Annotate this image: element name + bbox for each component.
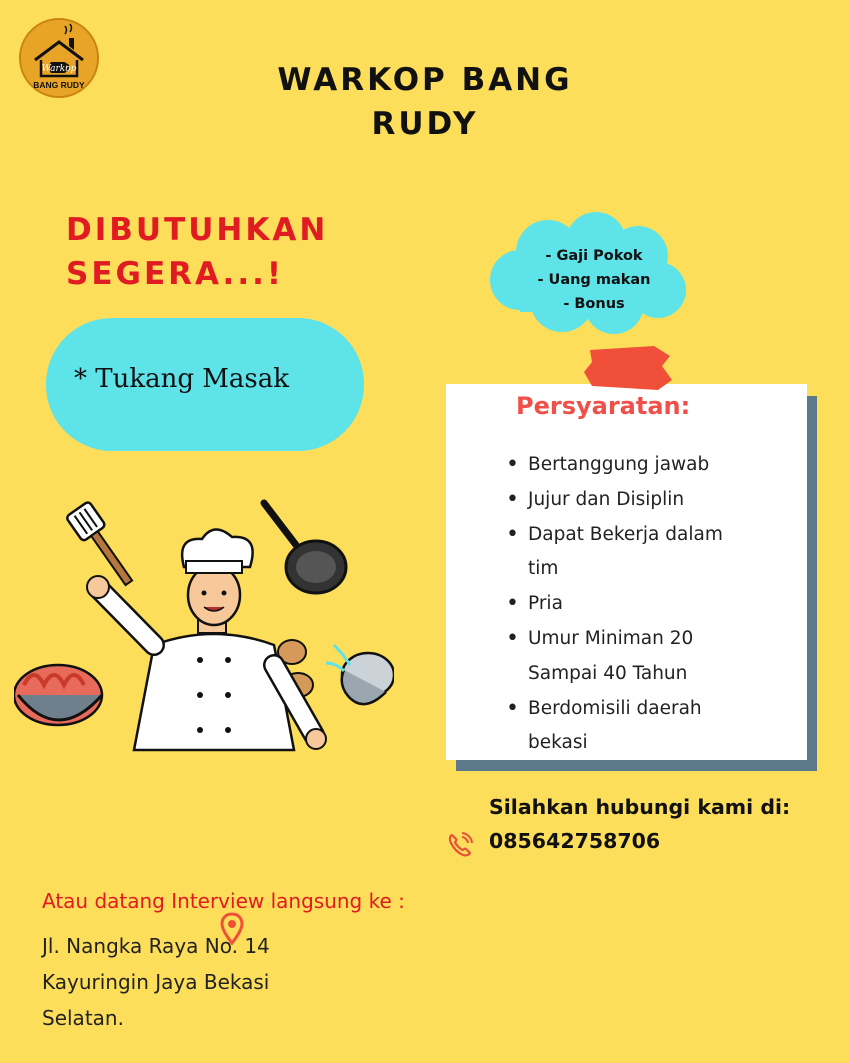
address — [42, 928, 342, 1036]
requirement-text-continued: tim — [528, 558, 559, 580]
requirement-item — [504, 518, 774, 588]
position-label: * Tukang Masak — [74, 364, 289, 394]
requirement-item — [504, 448, 774, 483]
page-title — [190, 58, 660, 146]
address-line: Kayuringin Jaya Bekasi — [42, 970, 270, 994]
requirement-text-continued: bekasi — [528, 732, 588, 754]
requirement-item — [504, 622, 774, 692]
phone-number[interactable]: 085642758706 — [489, 829, 661, 853]
phone-icon — [446, 831, 474, 859]
requirement-text: • Berdomisili daerah — [528, 697, 702, 719]
urgent-line-2: SEGERA...! — [66, 256, 285, 292]
requirement-item — [504, 692, 774, 762]
benefit-item: - Gaji Pokok — [545, 248, 643, 264]
urgent-line-1: DIBUTUHKAN — [66, 212, 329, 248]
requirement-item — [504, 587, 774, 622]
chef-illustration — [14, 495, 394, 760]
address-line: Selatan. — [42, 1006, 124, 1030]
title-line-2: RUDY — [371, 106, 479, 142]
contact-label: Silahkan hubungi kami di: — [489, 795, 791, 819]
benefit-item: - Bonus — [563, 296, 625, 312]
benefit-item: - Uang makan — [537, 272, 651, 288]
benefits-list — [512, 244, 676, 316]
address-line: Jl. Nangka Raya No. 14 — [42, 934, 270, 958]
requirement-text: • Jujur dan Disiplin — [528, 488, 685, 510]
requirements-list — [504, 448, 774, 761]
requirement-text: • Bertanggung jawab — [528, 454, 710, 475]
wok-icon — [14, 665, 102, 725]
logo-brand-name: BANG RUDY — [33, 80, 85, 90]
bowl-icon — [326, 645, 394, 704]
requirement-text: • Dapat Bekerja dalam — [528, 523, 723, 545]
requirements-title: Persyaratan: — [516, 392, 691, 420]
logo-script-text: Warkop — [41, 64, 77, 74]
requirement-text-continued: Sampai 40 Tahun — [528, 662, 688, 684]
interview-label: Atau datang Interview langsung ke : — [42, 889, 405, 913]
tape-decoration — [584, 346, 674, 392]
urgent-heading — [66, 208, 366, 296]
requirement-text: • Umur Miniman 20 — [528, 627, 694, 649]
brand-logo — [19, 18, 99, 98]
title-line-1: WARKOP BANG — [277, 62, 573, 98]
requirement-item — [504, 483, 774, 518]
frying-pan-icon — [264, 503, 346, 593]
requirement-text: • Pria — [528, 593, 563, 615]
